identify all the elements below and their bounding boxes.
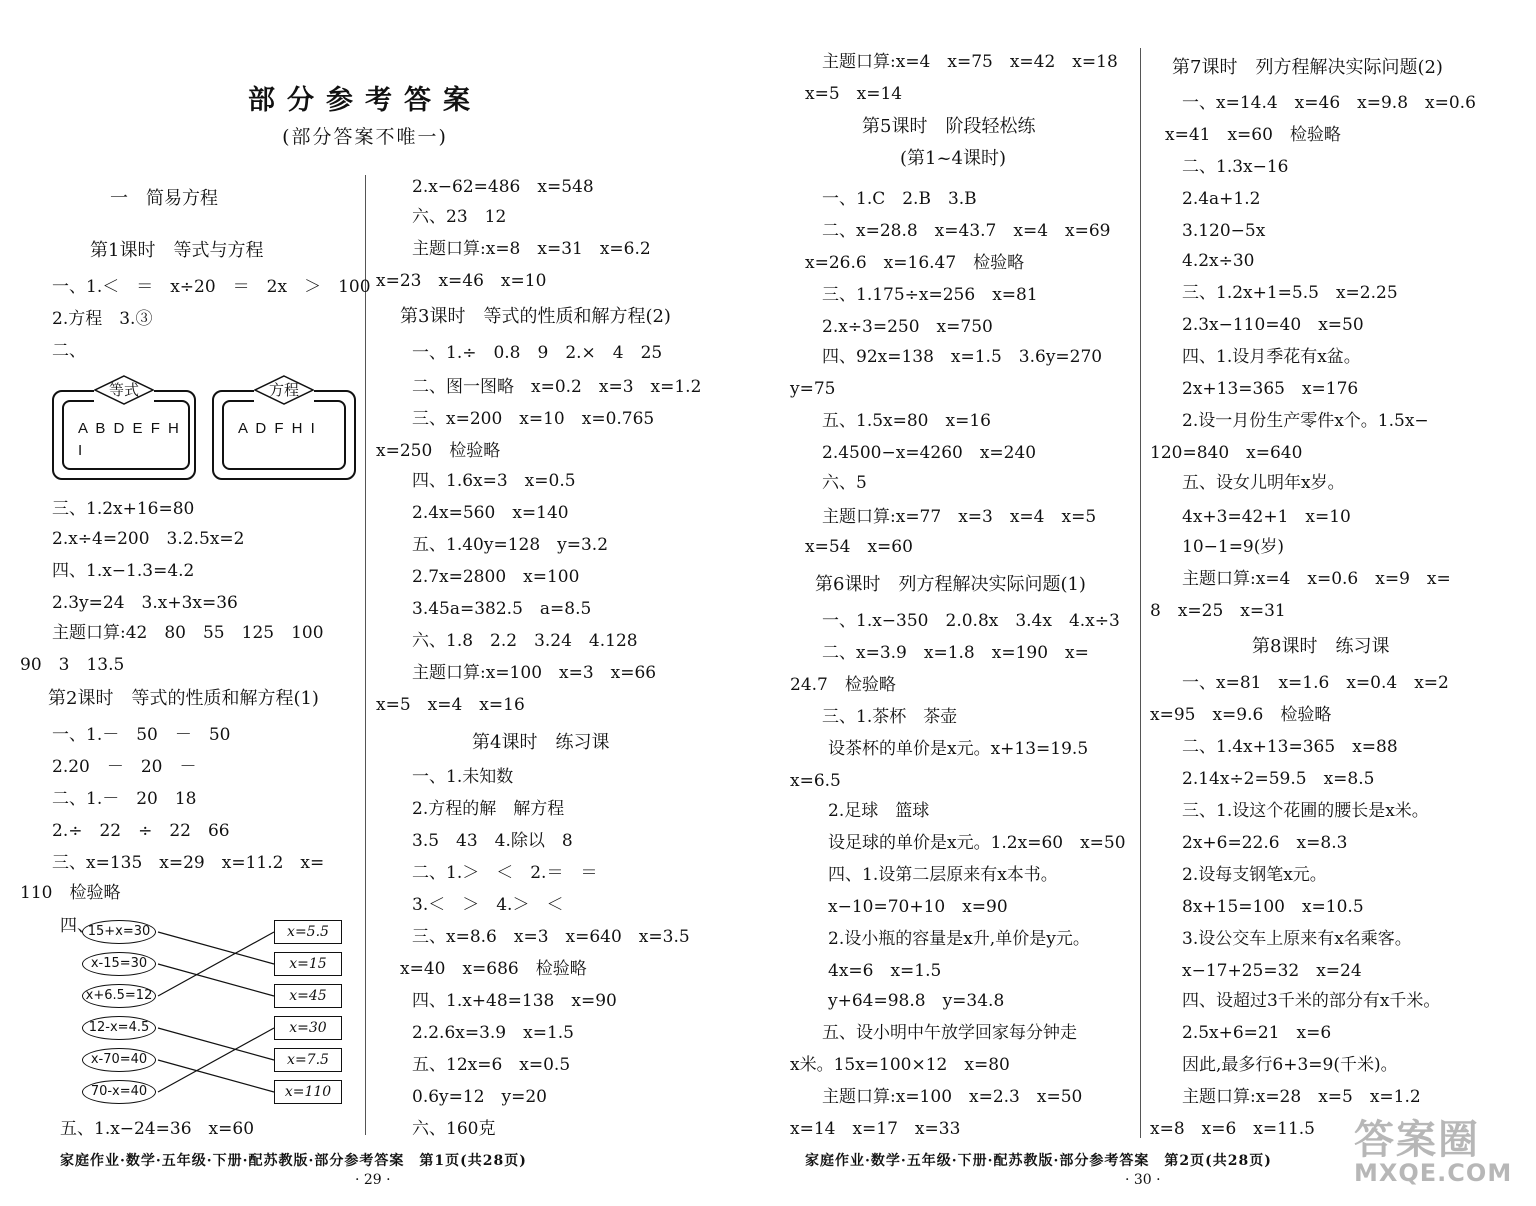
answer-line: 二、: [52, 341, 86, 361]
answer-line: x−17+25=32 x=24: [1182, 961, 1362, 981]
answer-line: 五、12x=6 x=0.5: [412, 1055, 571, 1075]
answer-line: 4.2x÷30: [1182, 251, 1255, 271]
answer-line: 五、设女儿明年x岁。: [1182, 473, 1345, 493]
answer-line: 2.4500−x=4260 x=240: [822, 443, 1037, 463]
answer-line: 2.3y=24 3.x+3x=36: [52, 593, 238, 613]
section-heading: 第2课时 等式的性质和解方程(1): [48, 688, 319, 709]
section-heading: 第3课时 等式的性质和解方程(2): [400, 306, 671, 327]
answer-line: x=14 x=17 x=33: [790, 1119, 961, 1139]
answer-line: 三、1.设这个花圃的腰长是x米。: [1182, 801, 1429, 821]
footer-right: 家庭作业·数学·五年级·下册·配苏教版·部分参考答案 第2页(共28页): [805, 1153, 1272, 1169]
section-heading: 第6课时 列方程解决实际问题(1): [815, 574, 1086, 595]
solution-box: x=110: [274, 1080, 342, 1104]
equation-matching-diagram: [80, 915, 350, 1110]
answer-line: 2.设每支钢笔x元。: [1182, 865, 1327, 885]
section-heading: 第4课时 练习课: [472, 732, 610, 753]
matching-connector: [158, 932, 274, 964]
answer-line: 三、1.2x+1=5.5 x=2.25: [1182, 283, 1398, 303]
answer-line: 二、x=3.9 x=1.8 x=190 x=: [822, 643, 1089, 663]
answer-line: 4x+3=42+1 x=10: [1182, 507, 1351, 527]
answer-line: 三、x=135 x=29 x=11.2 x=: [52, 853, 325, 873]
equality-box-content: A B D E F H I: [62, 400, 190, 470]
answer-line: x=54 x=60: [805, 537, 913, 557]
solution-box: x=7.5: [274, 1048, 342, 1072]
answer-line: 2.7x=2800 x=100: [412, 567, 580, 587]
watermark-logo-text: 答案圈: [1354, 1117, 1480, 1163]
answer-line: 2.方程 3.③: [52, 309, 153, 329]
solution-box: x=5.5: [274, 920, 342, 944]
answer-line: 0.6y=12 y=20: [412, 1087, 547, 1107]
answer-line: 四、1.设月季花有x盆。: [1182, 347, 1361, 367]
page-number-left: · 29 ·: [355, 1172, 391, 1188]
answer-line: 一、x=81 x=1.6 x=0.4 x=2: [1182, 673, 1449, 693]
solution-box: x=15: [274, 952, 342, 976]
answer-line: 三、1.茶杯 茶壶: [822, 707, 958, 727]
answer-line: 120=840 x=640: [1150, 443, 1303, 463]
answer-line: x=95 x=9.6 检验略: [1150, 705, 1332, 725]
matching-connector: [158, 1028, 274, 1060]
solution-box: x=30: [274, 1016, 342, 1040]
answer-line: 二、x=28.8 x=43.7 x=4 x=69: [822, 221, 1111, 241]
answer-line: 设茶杯的单价是x元。x+13=19.5: [828, 739, 1089, 759]
answer-line: 四、1.x+48=138 x=90: [412, 991, 617, 1011]
equality-label: 等式: [94, 375, 154, 405]
answer-line: 3.设公交车上原来有x名乘客。: [1182, 929, 1412, 949]
matching-connector: [158, 964, 274, 996]
answer-line: 四、: [60, 916, 94, 936]
answer-line: 2.方程的解 解方程: [412, 799, 565, 819]
answer-line: 主题口算:x=8 x=31 x=6.2: [412, 239, 651, 259]
answer-line: 2x+6=22.6 x=8.3: [1182, 833, 1348, 853]
answer-line: x=23 x=46 x=10: [376, 271, 547, 291]
answer-line: 五、1.x−24=36 x=60: [60, 1119, 255, 1139]
answer-line: 五、1.5x=80 x=16: [822, 411, 991, 431]
page-number-right: · 30 ·: [1125, 1172, 1161, 1188]
answer-line: 10−1=9(岁): [1182, 537, 1285, 557]
answer-line: 一、1.C 2.B 3.B: [822, 189, 977, 209]
answer-line: 2.20 － 20 －: [52, 757, 197, 777]
equation-oval: x+6.5=12: [82, 984, 156, 1008]
answer-line: 8 x=25 x=31: [1150, 601, 1286, 621]
answer-line: 2x+13=365 x=176: [1182, 379, 1359, 399]
answer-line: 2.设一月份生产零件x个。1.5x−: [1182, 411, 1429, 431]
answer-line: 二、图一图略 x=0.2 x=3 x=1.2: [412, 377, 702, 397]
answer-line: y=75: [790, 379, 836, 399]
answer-line: x=41 x=60 检验略: [1165, 125, 1341, 145]
page-title: 部分参考答案: [248, 85, 482, 116]
answer-line: 四、92x=138 x=1.5 3.6y=270: [822, 347, 1103, 367]
answer-line: 三、1.175÷x=256 x=81: [822, 285, 1038, 305]
answer-line: 2.14x÷2=59.5 x=8.5: [1182, 769, 1375, 789]
answer-line: 三、x=8.6 x=3 x=640 x=3.5: [412, 927, 690, 947]
answer-line: 2.5x+6=21 x=6: [1182, 1023, 1332, 1043]
answer-line: 四、1.x−1.3=4.2: [52, 561, 195, 581]
equation-classification-diagram: [52, 370, 362, 480]
section-heading: 第1课时 等式与方程: [90, 240, 264, 261]
answer-line: x=26.6 x=16.47 检验略: [805, 253, 1025, 273]
section-heading: (第1~4课时): [900, 148, 1007, 169]
answer-line: x=40 x=686 检验略: [400, 959, 587, 979]
answer-line: 2.4a+1.2: [1182, 189, 1261, 209]
footer-left: 家庭作业·数学·五年级·下册·配苏教版·部分参考答案 第1页(共28页): [60, 1153, 527, 1169]
solution-box: x=45: [274, 984, 342, 1008]
answer-line: x=5 x=14: [805, 84, 903, 104]
answer-line: 主题口算:x=28 x=5 x=1.2: [1182, 1087, 1421, 1107]
answer-line: 90 3 13.5: [20, 655, 125, 675]
answer-line: 四、1.设第二层原来有x本书。: [828, 865, 1058, 885]
section-heading: 一 简易方程: [110, 188, 218, 209]
answer-line: 3.120−5x: [1182, 221, 1266, 241]
answer-line: 110 检验略: [20, 883, 121, 903]
equation-box-content: A D F H I: [222, 400, 346, 470]
answer-line: 因此,最多行6+3=9(千米)。: [1182, 1055, 1398, 1075]
answer-line: 五、1.40y=128 y=3.2: [412, 535, 609, 555]
answer-line: 设足球的单价是x元。1.2x=60 x=50: [828, 833, 1126, 853]
answer-line: 五、设小明中午放学回家每分钟走: [822, 1023, 1077, 1043]
answer-line: y+64=98.8 y=34.8: [828, 991, 1005, 1011]
answer-line: 2.2.6x=3.9 x=1.5: [412, 1023, 574, 1043]
answer-line: 2.÷ 22 ÷ 22 66: [52, 821, 230, 841]
answer-line: 2.足球 篮球: [828, 801, 930, 821]
answer-line: 2.x÷3=250 x=750: [822, 317, 993, 337]
matching-connector: [158, 1028, 274, 1092]
answer-line: 3.5 43 4.除以 8: [412, 831, 573, 851]
section-heading: 第8课时 练习课: [1252, 636, 1390, 657]
answer-line: 一、1.－ 50 － 50: [52, 725, 231, 745]
answer-line: 3.45a=382.5 a=8.5: [412, 599, 592, 619]
answer-line: 四、设超过3千米的部分有x千米。: [1182, 991, 1441, 1011]
answer-line: 六、1.8 2.2 3.24 4.128: [412, 631, 638, 651]
answer-line: 2.x−62=486 x=548: [412, 177, 594, 197]
answer-line: 主题口算:x=4 x=75 x=42 x=18: [822, 52, 1118, 72]
answer-line: 四、1.6x=3 x=0.5: [412, 471, 576, 491]
answer-line: 2.设小瓶的容量是x升,单价是y元。: [828, 929, 1090, 949]
answer-line: 六、5: [822, 473, 867, 493]
matching-connector: [158, 1060, 274, 1092]
answer-line: 4x=6 x=1.5: [828, 961, 942, 981]
watermark-url: MXQE.COM: [1354, 1159, 1513, 1187]
equation-oval: 15+x=30: [82, 920, 156, 944]
answer-line: 2.4x=560 x=140: [412, 503, 569, 523]
answer-line: 2.3x−110=40 x=50: [1182, 315, 1364, 335]
matching-connector: [158, 932, 274, 996]
answer-line: 2.x÷4=200 3.2.5x=2: [52, 529, 245, 549]
answer-line: 主题口算:x=100 x=3 x=66: [412, 663, 657, 683]
equation-oval: x-15=30: [82, 952, 156, 976]
answer-line: 主题口算:x=4 x=0.6 x=9 x=: [1182, 569, 1451, 589]
section-heading: 第7课时 列方程解决实际问题(2): [1172, 57, 1443, 78]
answer-line: 一、1.＜ ＝ x÷20 ＝ 2x ＞ 100: [52, 277, 371, 297]
equation-label: 方程: [254, 375, 314, 405]
answer-line: x=8 x=6 x=11.5: [1150, 1119, 1315, 1139]
answer-line: 六、160克: [412, 1119, 496, 1139]
answer-line: 8x+15=100 x=10.5: [1182, 897, 1364, 917]
answer-line: 一、1.未知数: [412, 767, 514, 787]
answer-line: 24.7 检验略: [790, 675, 896, 695]
answer-line: 主题口算:x=100 x=2.3 x=50: [822, 1087, 1083, 1107]
page-subtitle: (部分答案不唯一): [282, 126, 448, 148]
equation-oval: 12-x=4.5: [82, 1016, 156, 1040]
answer-line: 二、1.－ 20 18: [52, 789, 197, 809]
answer-line: 主题口算:42 80 55 125 100: [52, 623, 324, 643]
answer-line: x米。15x=100×12 x=80: [790, 1055, 1010, 1075]
answer-line: 二、1.3x−16: [1182, 157, 1289, 177]
answer-line: 二、1.＞ ＜ 2.＝ ＝: [412, 863, 598, 883]
equation-oval: 70-x=40: [82, 1080, 156, 1104]
answer-line: 二、1.4x+13=365 x=88: [1182, 737, 1398, 757]
answer-line: x−10=70+10 x=90: [828, 897, 1008, 917]
equation-oval: x-70=40: [82, 1048, 156, 1072]
answer-line: 主题口算:x=77 x=3 x=4 x=5: [822, 507, 1097, 527]
answer-line: 六、23 12: [412, 207, 507, 227]
answer-line: 3.＜ ＞ 4.＞ ＜: [412, 895, 564, 915]
answer-line: 三、1.2x+16=80: [52, 499, 195, 519]
answer-line: x=250 检验略: [376, 441, 501, 461]
answer-line: 一、x=14.4 x=46 x=9.8 x=0.6: [1182, 93, 1476, 113]
watermark: [1354, 1108, 1512, 1187]
answer-line: x=6.5: [790, 771, 841, 791]
answer-line: x=5 x=4 x=16: [376, 695, 525, 715]
answer-line: 一、1.x−350 2.0.8x 3.4x 4.x÷3: [822, 611, 1120, 631]
section-heading: 第5课时 阶段轻松练: [862, 116, 1036, 137]
answer-line: 三、x=200 x=10 x=0.765: [412, 409, 655, 429]
answer-line: 一、1.÷ 0.8 9 2.× 4 25: [412, 343, 663, 363]
